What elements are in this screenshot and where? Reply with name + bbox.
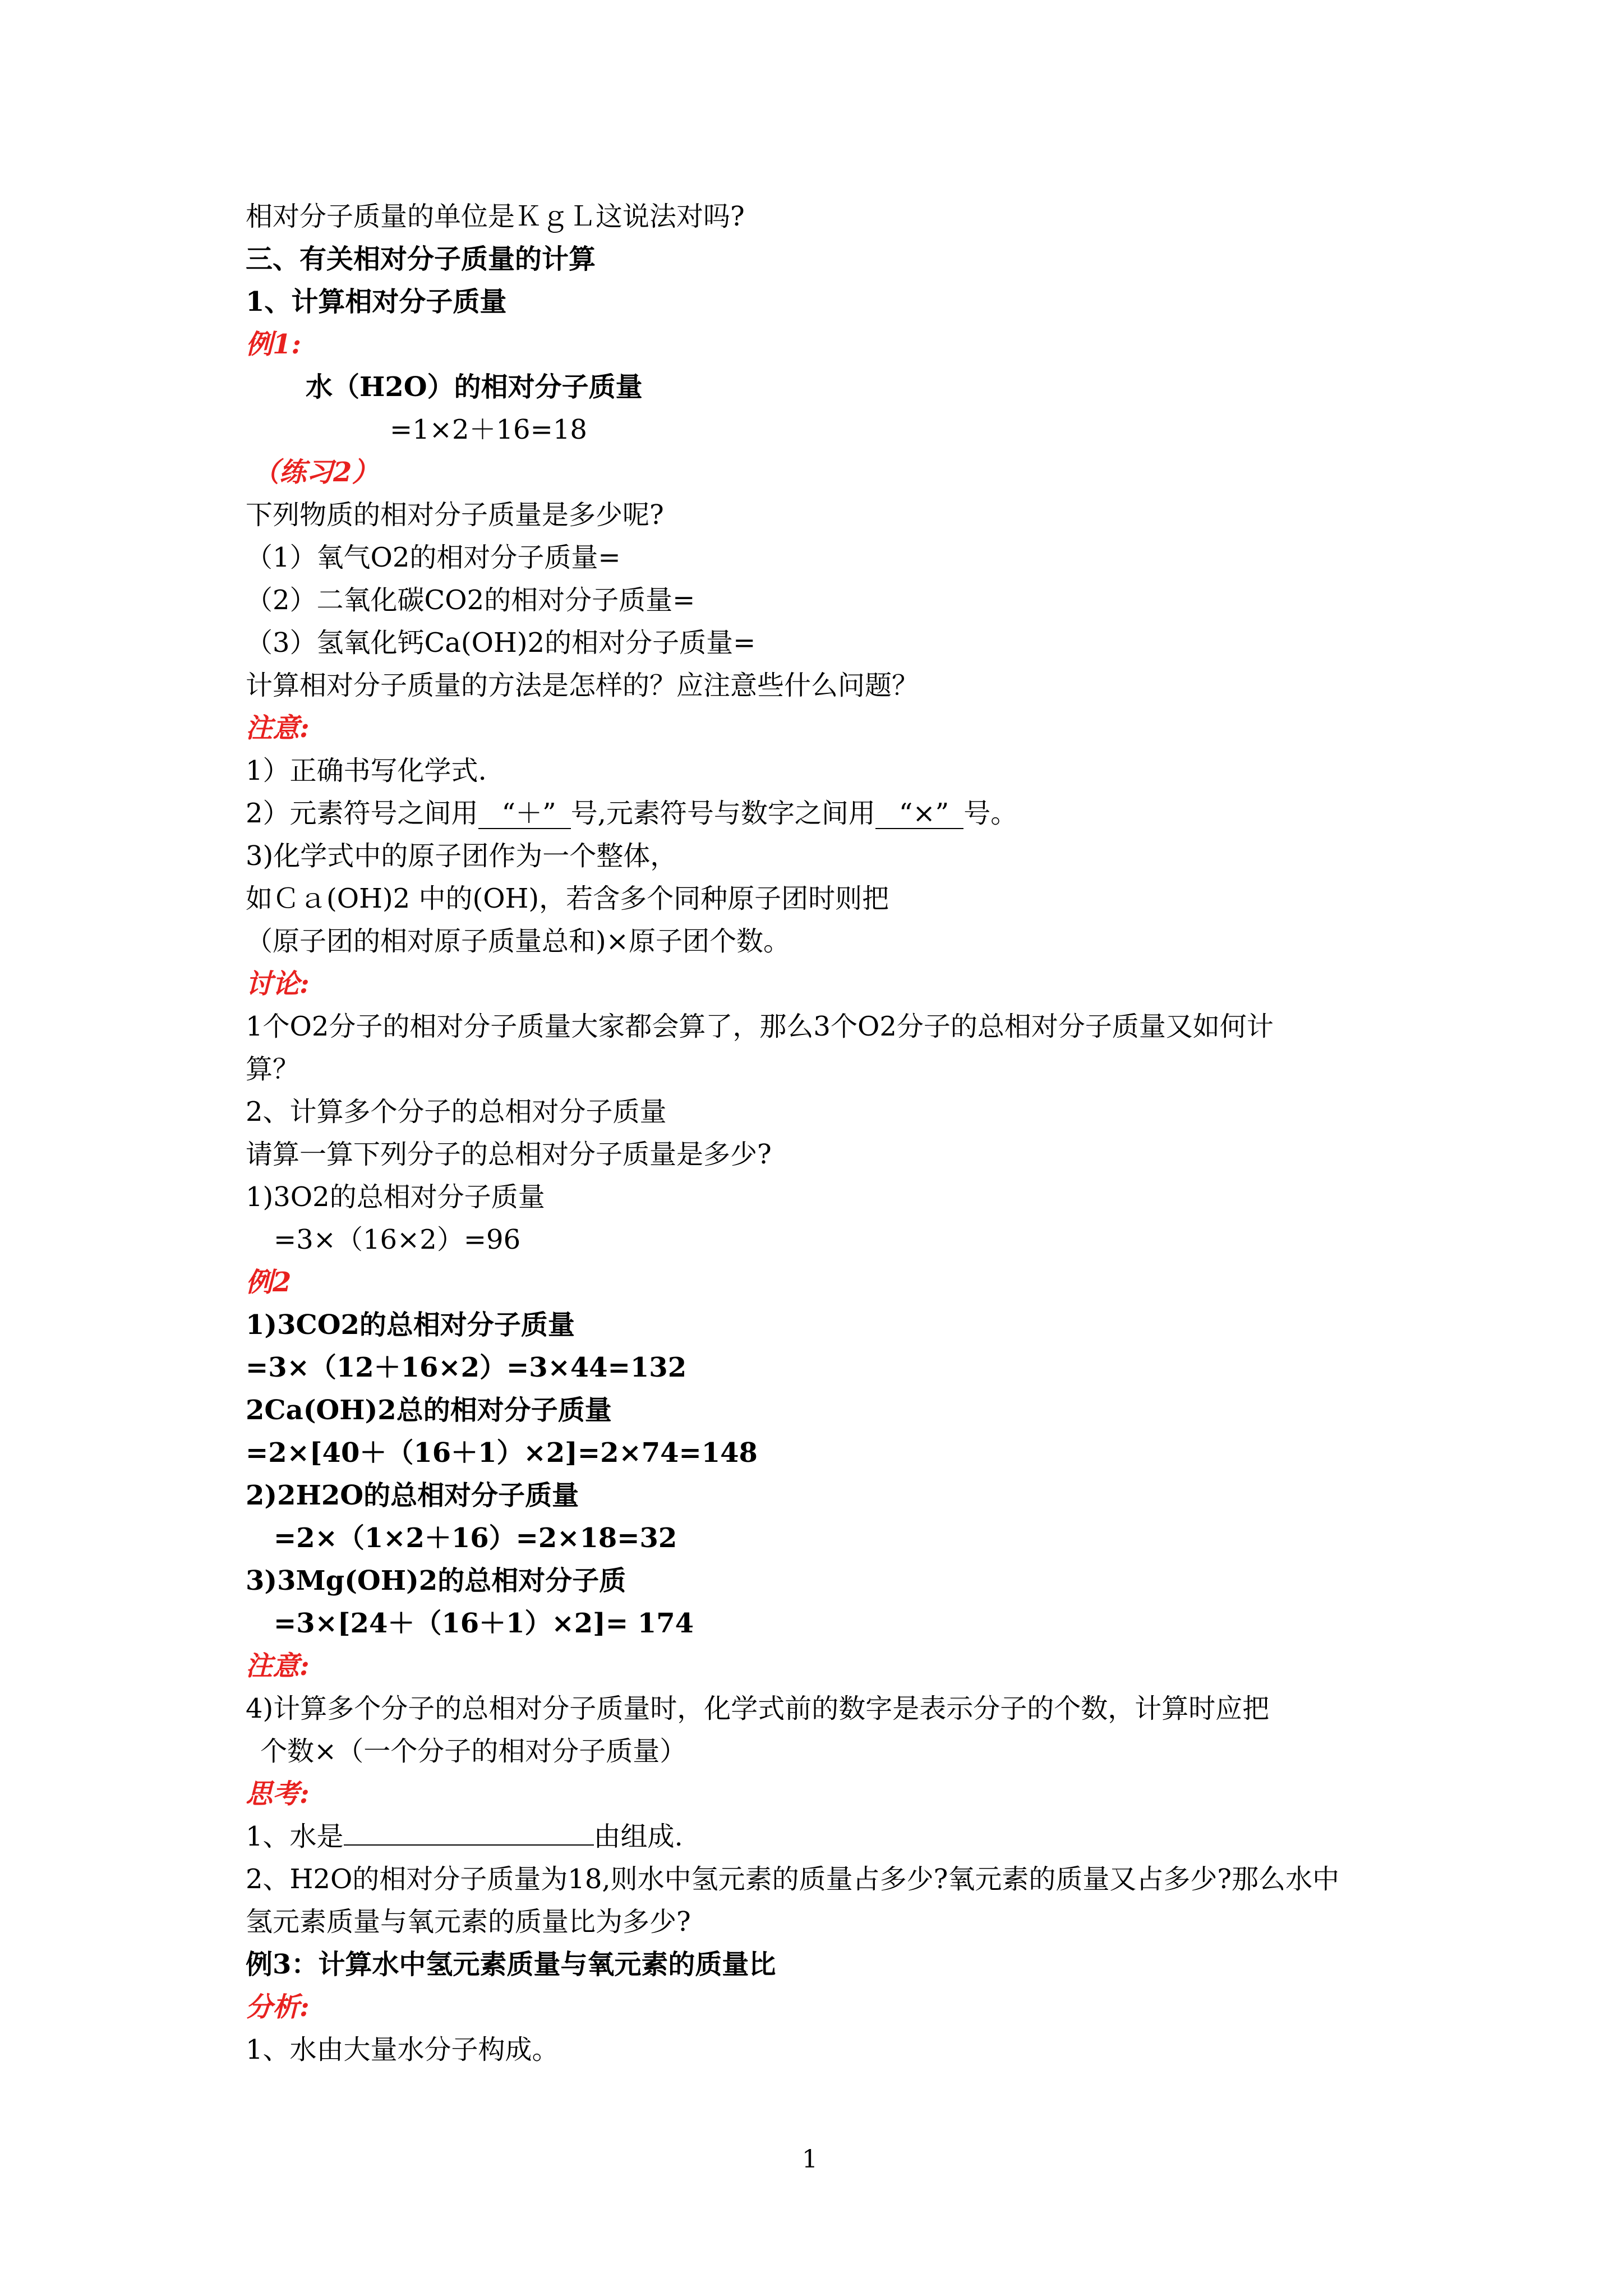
text-line: 相对分子质量的单位是ＫｇＬ这说法对吗? (246, 201, 745, 232)
underlined-answer: “×” (875, 799, 963, 829)
page-number: 1 (802, 2145, 818, 2174)
text-segment: 由组成. (593, 1821, 683, 1852)
section-heading: 三、有关相对分子质量的计算 (246, 243, 596, 275)
text-line: 下列物质的相对分子质量是多少呢? (246, 499, 664, 531)
text-line: （1）氧气O2的相对分子质量= (246, 542, 621, 573)
formula-line: =3×（16×2）=96 (274, 1224, 521, 1255)
text-line: 1)3CO2的总相对分子质量 (246, 1309, 575, 1341)
text-line: 水（H2O）的相对分子质量 (306, 371, 643, 403)
text-line: 2)2H2O的总相对分子质量 (246, 1480, 579, 1511)
text-line: 氢元素质量与氧元素的质量比为多少? (246, 1906, 691, 1938)
text-segment: 2）元素符号之间用 (246, 798, 478, 829)
subsection-heading: 2、计算多个分子的总相对分子质量 (246, 1096, 667, 1128)
formula-line: =2×（1×2＋16）=2×18=32 (274, 1522, 677, 1554)
text-line: 请算一算下列分子的总相对分子质量是多少? (246, 1139, 772, 1170)
formula-line: =3×[24＋（16＋1）×2]= 174 (274, 1608, 694, 1639)
exercise-label: （练习2） (252, 457, 379, 488)
note-label: 注意: (246, 1650, 310, 1682)
text-line: 2Ca(OH)2总的相对分子质量 (246, 1395, 612, 1426)
text-line: 2、H2O的相对分子质量为18,则水中氢元素的质量占多少?氧元素的质量又占多少?那么水中 (246, 1864, 1340, 1895)
text-line: 个数×（一个分子的相对分子质量） (260, 1736, 687, 1767)
underlined-answer: “＋” (478, 799, 571, 829)
text-line: 3)3Mg(OH)2的总相对分子质 (246, 1565, 626, 1596)
text-line: 如Ｃａ(OH)2 中的(OH)，若含多个同种原子团时则把 (246, 883, 889, 914)
text-segment: 号,元素符号与数字之间用 (570, 798, 875, 829)
analysis-label: 分析: (246, 1991, 310, 2023)
formula-line: =3×（12＋16×2）=3×44=132 (246, 1352, 687, 1383)
thinking-label: 思考: (246, 1778, 310, 1810)
text-line (246, 797, 1017, 830)
fill-in-blank (344, 1844, 594, 1846)
example-heading: 例3：计算水中氢元素质量与氧元素的质量比 (246, 1949, 776, 1980)
text-line: 算？ (246, 1053, 300, 1085)
text-line: 1、水由大量水分子构成。 (246, 2034, 559, 2065)
note-label: 注意: (246, 712, 310, 744)
text-line: （2）二氧化碳CO2的相对分子质量= (246, 585, 695, 616)
text-line: 4)计算多个分子的总相对分子质量时，化学式前的数字是表示分子的个数，计算时应把 (246, 1693, 1270, 1724)
formula-line: =2×[40＋（16＋1）×2]=2×74=148 (246, 1437, 758, 1469)
text-line: 计算相对分子质量的方法是怎样的？应注意些什么问题？ (246, 670, 919, 701)
text-line: 3)化学式中的原子团作为一个整体， (246, 840, 677, 872)
discussion-label: 讨论: (246, 968, 310, 1000)
subsection-heading: 1、计算相对分子质量 (246, 286, 507, 318)
text-line: 1个O2分子的相对分子质量大家都会算了，那么3个O2分子的总相对分子质量又如何计 (246, 1011, 1274, 1042)
text-line (246, 1820, 683, 1853)
text-line: 1）正确书写化学式. (246, 755, 487, 786)
text-line: （3）氢氧化钙Ca(OH)2的相对分子质量= (246, 627, 756, 659)
text-segment: 号。 (963, 798, 1018, 829)
text-line: 1)3O2的总相对分子质量 (246, 1181, 545, 1213)
example-label: 例2 (246, 1267, 292, 1298)
text-line: （原子团的相对原子质量总和)×原子团个数。 (246, 926, 790, 957)
text-segment: 1、水是 (246, 1821, 344, 1852)
example-label: 例1: (246, 329, 302, 360)
formula-line: =1×2＋16=18 (390, 414, 587, 445)
